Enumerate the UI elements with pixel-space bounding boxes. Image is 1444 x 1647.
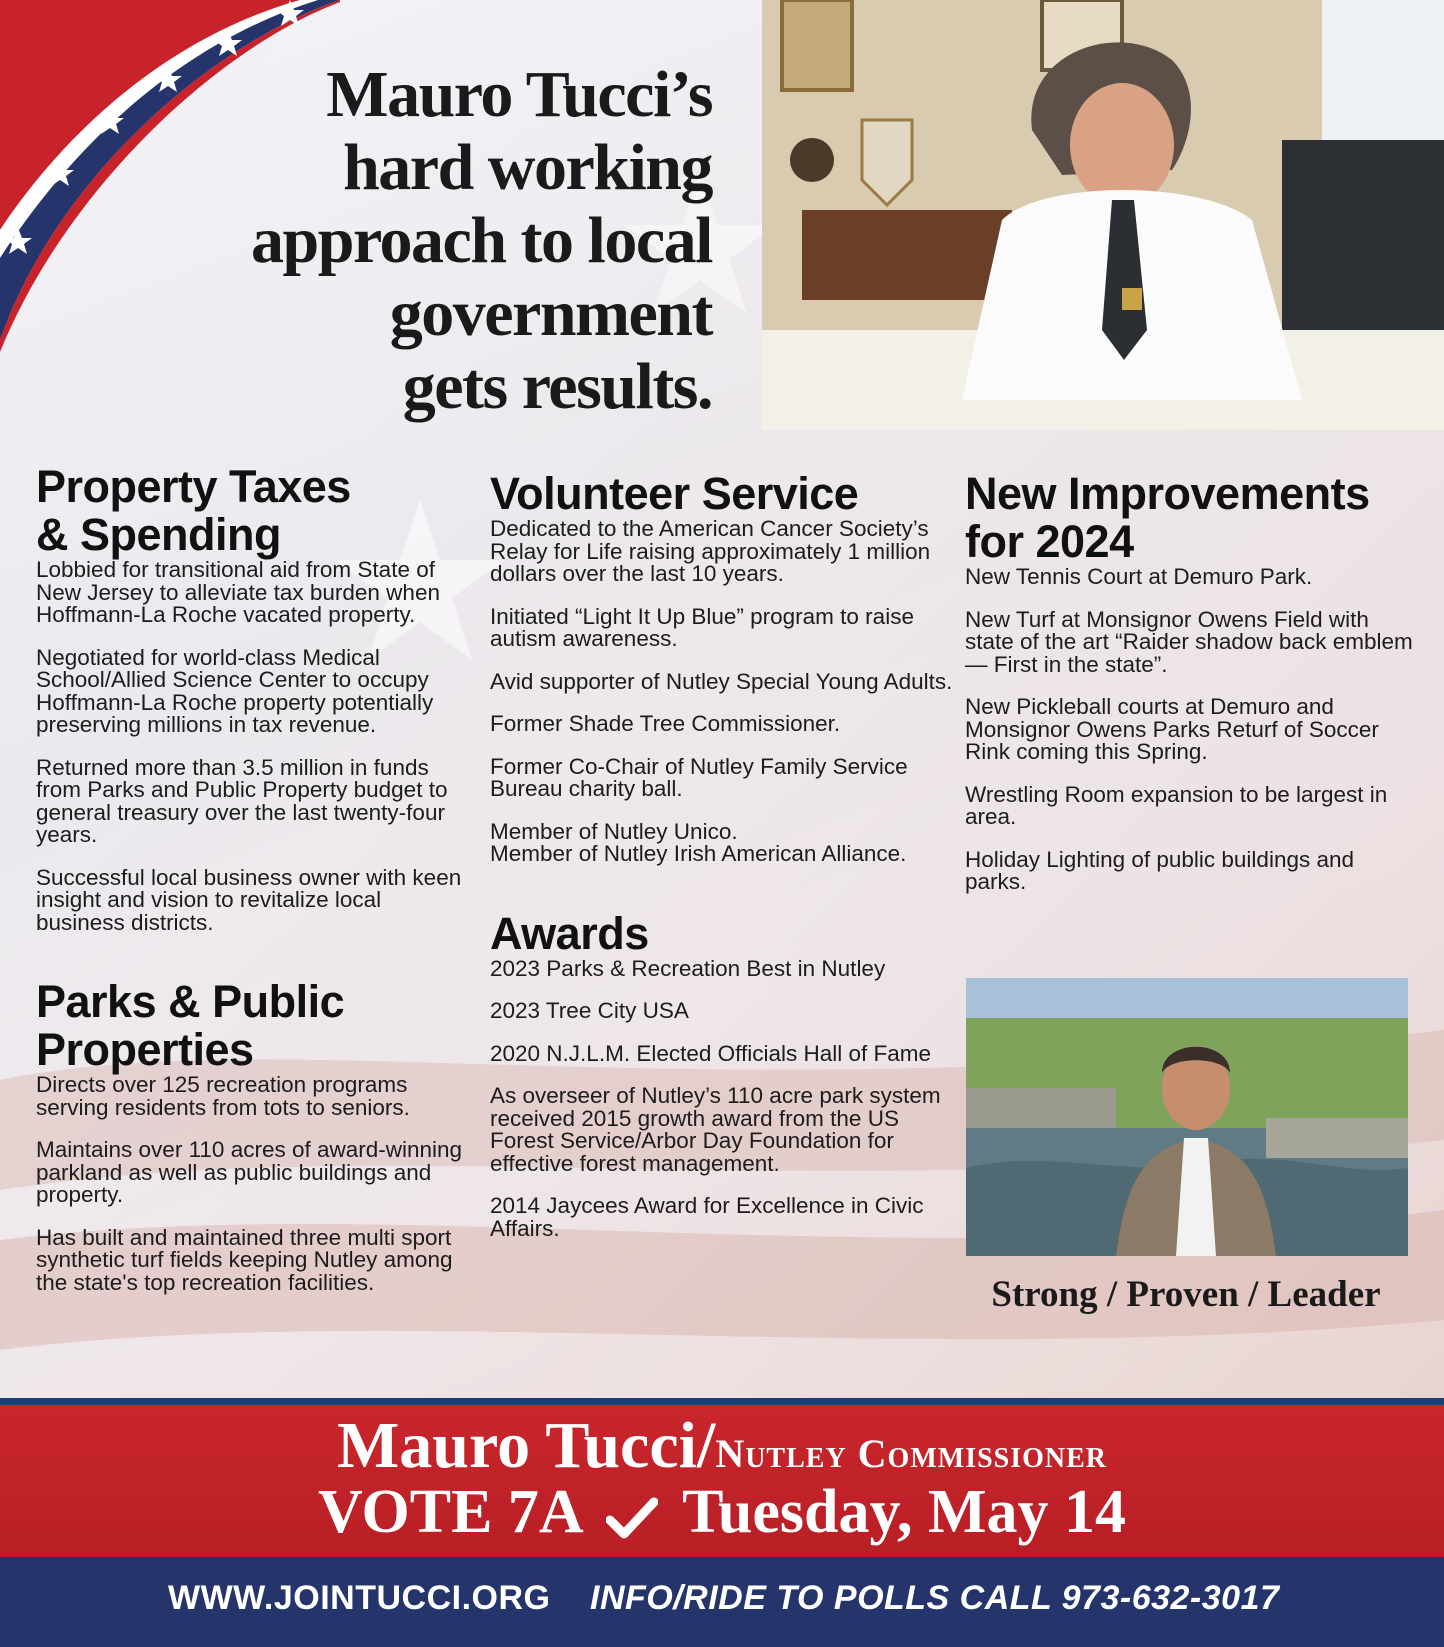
vote-date: Tuesday, May 14 [682, 1478, 1127, 1546]
heading-line: for 2024 [965, 516, 1134, 567]
parks-heading [36, 978, 466, 1074]
candidate-desk-photo [762, 0, 1444, 430]
headline [251, 58, 712, 423]
tagline: Strong / Proven / Leader [991, 1274, 1381, 1315]
parks-item: Has built and maintained three multi sport synthetic turf fields keeping Nutley among the state's top recreation facilities. [36, 1224, 453, 1295]
column-middle [490, 470, 960, 1260]
website-link[interactable]: WWW.JOINTUCCI.ORG [168, 1579, 551, 1617]
parks-item: Maintains over 110 acres of award-winning parkland as well as public buildings and property. [36, 1137, 463, 1207]
improvements-heading [965, 470, 1420, 566]
phone-info: INFO/RIDE TO POLLS CALL 973-632-3017 [590, 1579, 1280, 1617]
awards-item: As overseer of Nutley’s 110 acre park system received 2015 growth award from the US Forest Service/Arbor Day Foundation for effective forest management. [490, 1083, 941, 1176]
column-right [965, 470, 1420, 914]
checkmark-icon [606, 1496, 658, 1540]
contact-bar [0, 1557, 1444, 1647]
heading-line: Properties [36, 1024, 254, 1075]
awards-heading: Awards [490, 907, 649, 959]
candidate-title: Nutley Commissioner [715, 1431, 1108, 1476]
vote-label: VOTE 7A [317, 1478, 581, 1546]
property-taxes-item: Lobbied for transitional aid from State of New Jersey to alleviate tax burden when Hoffmann-La Roche vacated property. [36, 557, 440, 627]
improvements-item: New Tennis Court at Demuro Park. [965, 564, 1313, 589]
property-taxes-item: Negotiated for world-class Medical School/Allied Science Center to occupy Hoffmann-La Roche property potentially preserving millions in tax revenue. [36, 644, 434, 737]
heading-line: Property Taxes [36, 461, 351, 512]
headline-line: Mauro Tucci’s [326, 58, 712, 131]
property-taxes-item: Successful local business owner with keen insight and vision to revitalize local business districts. [36, 864, 462, 935]
property-taxes-heading [36, 463, 466, 559]
parks-item: Directs over 125 recreation programs serving residents from tots to seniors. [36, 1072, 410, 1120]
candidate-name: Mauro Tucci/ [336, 1409, 716, 1482]
candidate-park-illustration [966, 978, 1408, 1256]
awards-item: 2020 N.J.L.M. Elected Officials Hall of Fame [490, 1040, 932, 1066]
headline-line: hard working [343, 131, 712, 204]
volunteer-item: Former Co-Chair of Nutley Family Service Bureau charity ball. [490, 753, 908, 801]
candidate-park-photo [966, 978, 1408, 1256]
vote-banner [0, 1405, 1444, 1557]
heading-line: Parks & Public [36, 976, 345, 1027]
volunteer-item: Avid supporter of Nutley Special Young Adults. [490, 668, 953, 694]
improvements-item: Wrestling Room expansion to be largest in area. [965, 781, 1388, 829]
heading-line: & Spending [36, 509, 281, 560]
banner-stripe [0, 1398, 1444, 1405]
volunteer-item: Dedicated to the American Cancer Society’s Relay for Life raising approximately 1 million dollars over the last 10 years. [490, 516, 931, 586]
property-taxes-item: Returned more than 3.5 million in funds from Parks and Public Property budget to general treasury over the last twenty-four years. [36, 754, 448, 847]
awards-item: 2023 Parks & Recreation Best in Nutley [490, 955, 886, 981]
improvements-item: New Pickleball courts at Demuro and Monsignor Owens Parks Returf of Soccer Rink coming this Spring. [965, 694, 1379, 764]
volunteer-item: Former Shade Tree Commissioner. [490, 711, 841, 736]
heading-line: New Improvements [965, 468, 1370, 519]
awards-item: 2023 Tree City USA [490, 998, 689, 1023]
candidate-desk-illustration [762, 0, 1444, 430]
column-left [36, 463, 466, 1314]
volunteer-item: Member of Nutley Irish American Alliance. [490, 841, 907, 866]
headline-line: government [389, 277, 712, 350]
banner-vote-line [0, 1475, 1444, 1549]
volunteer-item: Initiated “Light It Up Blue” program to raise autism awareness. [490, 603, 914, 651]
improvements-item: New Turf at Monsignor Owens Field with state of the art “Raider shadow back emblem — First in the state”. [965, 606, 1413, 677]
headline-line: approach to local [251, 204, 712, 277]
volunteer-item: Member of Nutley Unico. [490, 818, 738, 844]
improvements-item: Holiday Lighting of public buildings and parks. [965, 846, 1355, 894]
awards-item: 2014 Jaycees Award for Excellence in Civic Affairs. [490, 1193, 924, 1241]
volunteer-heading: Volunteer Service [490, 468, 859, 519]
headline-line: gets results. [402, 350, 712, 423]
